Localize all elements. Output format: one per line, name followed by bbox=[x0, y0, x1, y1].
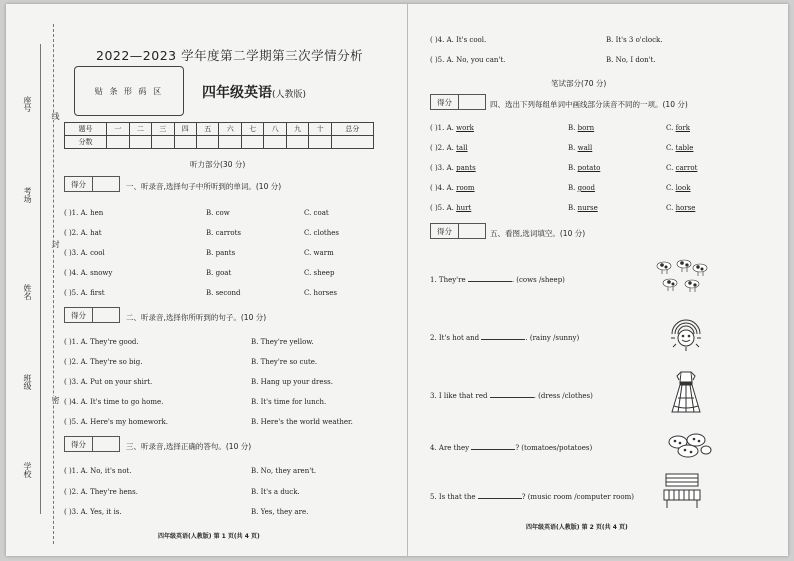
s2-q1-a: ( )1. A. They're good. bbox=[64, 338, 139, 346]
s2-q4-b: B. It's time for lunch. bbox=[251, 398, 327, 406]
score-input[interactable] bbox=[174, 136, 196, 149]
page-footer-left: 四年级英语(人教版) 第 1 页(共 4 页) bbox=[158, 533, 260, 540]
s4-q4-c: C. look bbox=[666, 184, 691, 192]
s4-q1-c: C. fork bbox=[666, 124, 690, 132]
score-box-label: 得分 bbox=[65, 437, 93, 451]
s1-q5-b: B. second bbox=[206, 289, 241, 297]
s2-q3-b: B. Hang up your dress. bbox=[251, 378, 333, 386]
s2-q1-b: B. They're yellow. bbox=[251, 338, 314, 346]
s2-q5-a: ( )5. A. Here's my homework. bbox=[64, 418, 168, 426]
s2-q2-a: ( )2. A. They're so big. bbox=[64, 358, 143, 366]
page-footer-right: 四年级英语(人教版) 第 2 页(共 4 页) bbox=[526, 524, 628, 531]
s4-q2: ( )2. A. tall bbox=[430, 144, 468, 152]
s4-q1-b: B. born bbox=[568, 124, 595, 132]
score-cell-q6: 六 bbox=[219, 123, 241, 136]
s1-q1-c: C. coat bbox=[304, 209, 329, 217]
seal-char-line: 线 bbox=[51, 112, 60, 120]
section-2-title: 二、听录音,选择你所听到的句子。(10 分) bbox=[126, 313, 267, 322]
score-input[interactable] bbox=[129, 136, 151, 149]
score-cell-q1: 一 bbox=[107, 123, 129, 136]
margin-line bbox=[40, 44, 41, 514]
score-cell-header: 题号 bbox=[65, 123, 107, 136]
s4-q4-b: B. good bbox=[568, 184, 595, 192]
score-input[interactable] bbox=[241, 136, 263, 149]
s5-q4: 4. Are they ? (tomatoes/potatoes) bbox=[430, 444, 593, 452]
score-box bbox=[64, 436, 120, 452]
s1-q3-b: B. pants bbox=[206, 249, 236, 257]
section-1-title: 一、听录音,选择句子中所听到的单词。(10 分) bbox=[126, 182, 282, 191]
barcode-area bbox=[74, 66, 184, 116]
seal-char-seal: 封 bbox=[51, 240, 60, 248]
s2-q3-a: ( )3. A. Put on your shirt. bbox=[64, 378, 153, 386]
s2-q2-b: B. They're so cute. bbox=[251, 358, 318, 366]
cows-sheep-picture bbox=[654, 256, 710, 296]
score-table bbox=[64, 122, 374, 149]
barcode-label: 贴 条 形 码 区 bbox=[94, 86, 164, 96]
score-input[interactable] bbox=[331, 136, 373, 149]
s3-q1-a: ( )1. A. No, it's not. bbox=[64, 467, 132, 475]
s5-q3: 3. I like that red . (dress /clothes) bbox=[430, 392, 593, 400]
score-input[interactable] bbox=[152, 136, 174, 149]
s4-q2-c: C. table bbox=[666, 144, 694, 152]
s5-q2: 2. It's hot and . (rainy /sunny) bbox=[430, 334, 580, 342]
s3-q1-b: B. No, they aren't. bbox=[251, 467, 317, 475]
score-box-label: 得分 bbox=[65, 308, 93, 322]
s4-q5-c: C. horse bbox=[666, 204, 696, 212]
s3-q4-a: ( )4. A. It's cool. bbox=[430, 36, 487, 44]
s4-q3-b: B. potato bbox=[568, 164, 601, 172]
score-input[interactable] bbox=[197, 136, 219, 149]
score-cell-q5: 五 bbox=[197, 123, 219, 136]
written-header: 笔试部分(70 分) bbox=[551, 79, 607, 88]
section-3-title: 三、听录音,选择正确的答句。(10 分) bbox=[126, 442, 252, 451]
score-input[interactable] bbox=[264, 136, 286, 149]
score-input[interactable] bbox=[219, 136, 241, 149]
side-label-room: 考场 bbox=[23, 187, 32, 203]
seal-line-dashed bbox=[53, 24, 54, 544]
s3-q3-a: ( )3. A. Yes, it is. bbox=[64, 508, 122, 516]
side-label-seat: 座号 bbox=[23, 96, 32, 112]
exam-sheet bbox=[6, 4, 788, 556]
answer-blank[interactable] bbox=[481, 332, 525, 340]
s1-q5-c: C. horses bbox=[304, 289, 337, 297]
score-input[interactable] bbox=[107, 136, 129, 149]
s4-q5: ( )5. A. hurt bbox=[430, 204, 472, 212]
s3-q3-b: B. Yes, they are. bbox=[251, 508, 309, 516]
exam-title: 2022—2023 学年度第二学期第三次学情分析 bbox=[96, 48, 364, 63]
s4-q5-b: B. nurse bbox=[568, 204, 598, 212]
s1-q2-c: C. clothes bbox=[304, 229, 339, 237]
side-label-class: 班级 bbox=[23, 374, 32, 390]
s1-q4-a: ( )4. A. snowy bbox=[64, 269, 113, 277]
answer-blank[interactable] bbox=[468, 274, 512, 282]
s3-q5-a: ( )5. A. No, you can't. bbox=[430, 56, 506, 64]
subject-title bbox=[202, 82, 306, 102]
score-box bbox=[64, 307, 120, 323]
s2-q4-a: ( )4. A. It's time to go home. bbox=[64, 398, 164, 406]
answer-blank[interactable] bbox=[478, 491, 522, 499]
score-box bbox=[430, 94, 486, 110]
section-5-title: 五、看图,选词填空。(10 分) bbox=[490, 229, 586, 238]
score-box bbox=[430, 223, 486, 239]
answer-blank[interactable] bbox=[490, 390, 534, 398]
score-box-label: 得分 bbox=[431, 95, 459, 109]
score-box-label: 得分 bbox=[65, 177, 93, 191]
s4-q4: ( )4. A. room bbox=[430, 184, 475, 192]
s3-q4-b: B. It's 3 o'clock. bbox=[606, 36, 663, 44]
edition-label: (人教版) bbox=[272, 90, 307, 100]
s2-q5-b: B. Here's the world weather. bbox=[251, 418, 353, 426]
s3-q2-b: B. It's a duck. bbox=[251, 488, 300, 496]
score-box bbox=[64, 176, 120, 192]
score-cell-q2: 二 bbox=[129, 123, 151, 136]
side-label-name: 姓名 bbox=[23, 284, 32, 300]
s4-q3-c: C. carrot bbox=[666, 164, 698, 172]
s1-q4-b: B. goat bbox=[206, 269, 232, 277]
score-cell-q9: 九 bbox=[286, 123, 308, 136]
section-4-title: 四、选出下列每组单词中画线部分读音不同的一项。(10 分) bbox=[490, 100, 688, 109]
s5-q5: 5. Is that the ? (music room /computer room) bbox=[430, 493, 634, 501]
s1-q3-c: C. warm bbox=[304, 249, 334, 257]
s1-q2-b: B. carrots bbox=[206, 229, 241, 237]
page-spine bbox=[407, 4, 408, 556]
side-label-school: 学校 bbox=[23, 462, 32, 478]
s1-q2-a: ( )2. A. hat bbox=[64, 229, 102, 237]
score-box-label: 得分 bbox=[431, 224, 459, 238]
s3-q5-b: B. No, I don't. bbox=[606, 56, 656, 64]
score-cell-q10: 十 bbox=[309, 123, 331, 136]
score-cell-q7: 七 bbox=[241, 123, 263, 136]
s4-q3: ( )3. A. pants bbox=[430, 164, 476, 172]
s1-q1-b: B. cow bbox=[206, 209, 230, 217]
seal-char-secret: 密 bbox=[51, 396, 60, 404]
score-input[interactable] bbox=[309, 136, 331, 149]
s4-q2-b: B. wall bbox=[568, 144, 593, 152]
s1-q5-a: ( )5. A. first bbox=[64, 289, 105, 297]
s5-q1: 1. They're . (cows /sheep) bbox=[430, 276, 565, 284]
dress-picture bbox=[668, 368, 704, 416]
potatoes-picture bbox=[666, 430, 712, 460]
s3-q2-a: ( )2. A. They're hens. bbox=[64, 488, 138, 496]
score-cell-score-label: 分数 bbox=[65, 136, 107, 149]
s1-q3-a: ( )3. A. cool bbox=[64, 249, 105, 257]
listening-header: 听力部分(30 分) bbox=[190, 160, 246, 169]
score-cell-q8: 八 bbox=[264, 123, 286, 136]
music-room-picture bbox=[662, 472, 702, 510]
subject-name: 四年级英语 bbox=[202, 85, 272, 101]
score-cell-total: 总分 bbox=[331, 123, 373, 136]
answer-blank[interactable] bbox=[471, 442, 515, 450]
s4-q1: ( )1. A. work bbox=[430, 124, 474, 132]
score-input[interactable] bbox=[286, 136, 308, 149]
s1-q4-c: C. sheep bbox=[304, 269, 335, 277]
s1-q1-a: ( )1. A. hen bbox=[64, 209, 104, 217]
score-cell-q4: 四 bbox=[174, 123, 196, 136]
sun-picture bbox=[666, 314, 706, 354]
score-cell-q3: 三 bbox=[152, 123, 174, 136]
